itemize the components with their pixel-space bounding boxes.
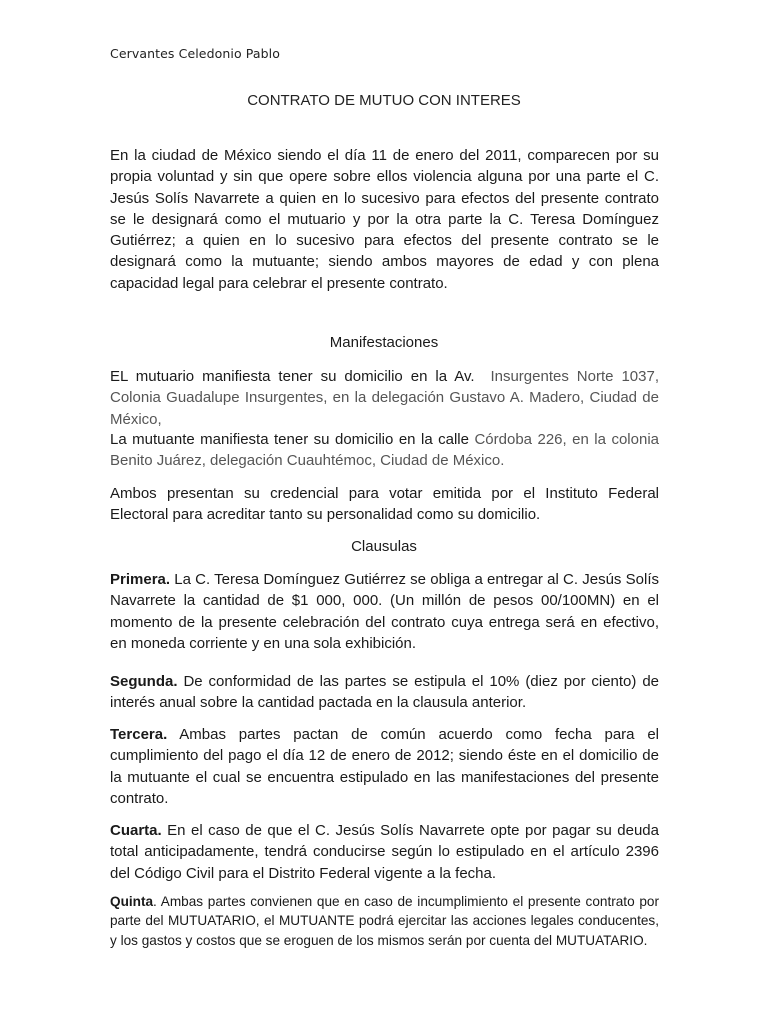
manifestaciones-heading: Manifestaciones (329, 334, 439, 351)
clausula-label: Cuarta. (110, 822, 162, 839)
intro-paragraph: En la ciudad de México siendo el día 11 de enero del 2011, comparecen por su propia voluntad y sin que opere sobre ellos violencia alguna por una parte el C. Jesús Solís Navarrete a quien en lo sucesivo para efectos del presente contrato se le designará como el mutuario y por la otra parte la C. Teresa Domínguez Gutiérrez; a quien en lo sucesivo para efectos del presente contrato se le designará como la mutuante; siendo ambos mayores de edad y con plena capacidad legal para celebrar el presente contrato. (110, 147, 659, 292)
mutuario-prefix: EL mutuario manifiesta tener su domicilio en la Av. (110, 368, 475, 385)
clausula-text: Ambas partes pactan de común acuerdo como fecha para el cumplimiento del pago el día 12 de enero de 2012; siendo éste en el domicilio de la mutuante el cual se encuentra estipulado en las manifestaciones del presente contrato. (110, 726, 660, 807)
mutuante-address: Córdoba 226, en la colonia Benito Juárez, delegación Cuauhtémoc, Ciudad de México. (110, 431, 659, 470)
clausula-text: La C. Teresa Domínguez Gutiérrez se obliga a entregar al C. Jesús Solís Navarrete la cantidad de $1 000, 000. (Un millón de pesos 00/100MN) en el momento de la presente celebración del contrato cuya entrega será en efectivo, en moneda corriente y en una sola exhibición. (110, 571, 659, 652)
mutuario-address: Insurgentes Norte 1037, Colonia Guadalupe Insurgentes, en la delegación Gustavo A. Madero, Ciudad de México, (110, 368, 659, 428)
clausula-label: Tercera. (110, 726, 168, 743)
clausulas-heading: Clausulas (351, 538, 417, 555)
header-author: Cervantes Celedonio Pablo (110, 46, 280, 61)
clausula-label: Segunda. (110, 673, 178, 690)
clausula-tercera (110, 724, 659, 809)
ambos-paragraph: Ambos presentan su credencial para votar emitida por el Instituto Federal Electoral para acreditar tanto su personalidad como su domicilio. (110, 485, 659, 524)
clausula-label: Primera. (110, 571, 171, 588)
clausula-quinta (110, 892, 659, 950)
mutuante-prefix: La mutuante manifiesta tener su domicilio en la calle (110, 431, 469, 448)
clausula-label: Quinta (110, 894, 154, 909)
clausula-primera (110, 569, 659, 654)
document-title: CONTRATO DE MUTUO CON INTERES (247, 92, 521, 109)
clausula-text: . Ambas partes convienen que en caso de incumplimiento el presente contrato por parte del MUTUATARIO, el MUTUANTE podrá ejercitar las acciones legales conducentes, y los gastos y costos que se eroguen de los mismos serán por cuenta del MUTUATARIO. (110, 894, 659, 948)
manifestacion-mutuante (110, 429, 659, 472)
manifestacion-mutuario (110, 366, 659, 430)
clausula-cuarta (110, 820, 659, 884)
clausula-segunda (110, 671, 659, 714)
clausula-text: En el caso de que el C. Jesús Solís Navarrete opte por pagar su deuda total anticipadamente, tendrá conducirse según lo estipulado en el artículo 2396 del Código Civil para el Distrito Federal vigente a la fecha. (110, 822, 659, 882)
clausula-text: De conformidad de las partes se estipula el 10% (diez por ciento) de interés anual sobre la cantidad pactada en la clausula anterior. (110, 673, 659, 712)
